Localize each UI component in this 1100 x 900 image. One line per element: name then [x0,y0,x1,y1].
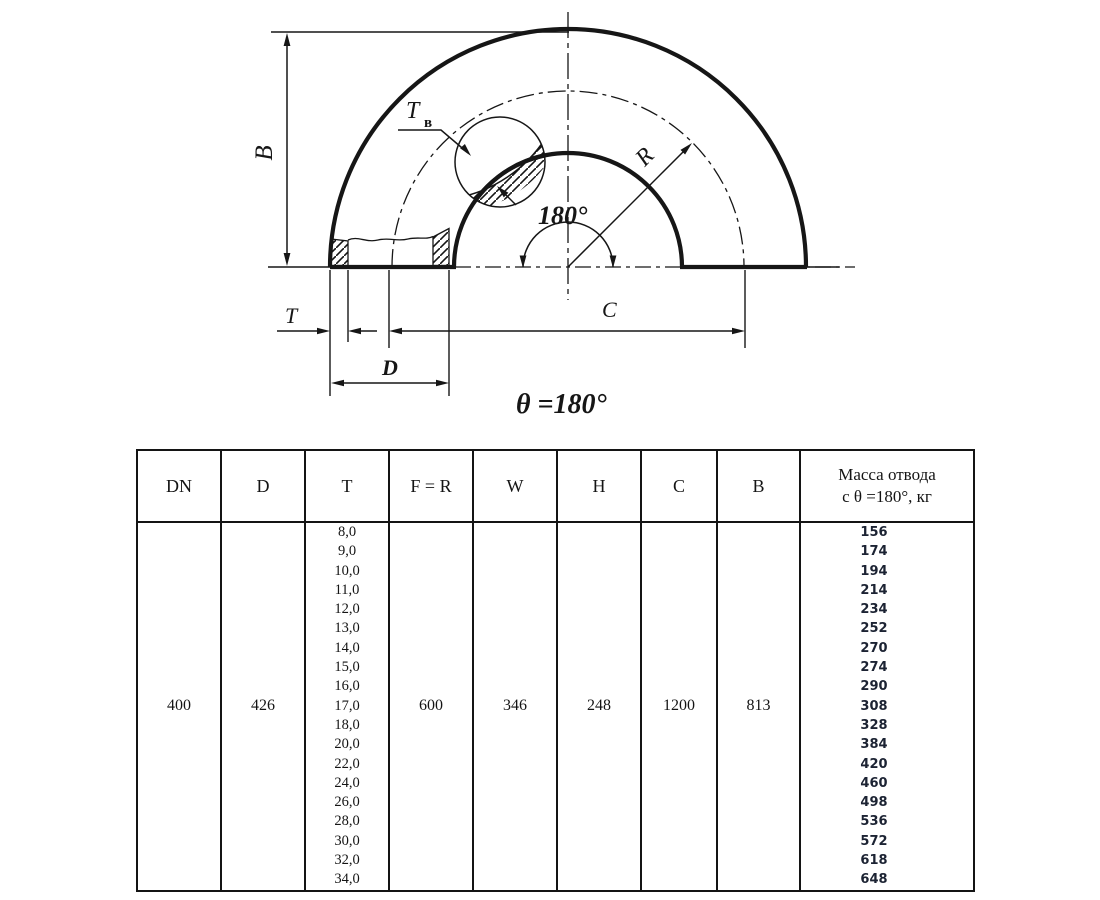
mass-value: 214 [860,582,888,598]
cell-h: 248 [557,522,641,891]
c-label: C [602,297,617,322]
t-value: 18,0 [334,716,360,733]
mass-value: 290 [860,679,888,695]
cell-w: 346 [473,522,557,891]
t-value: 8,0 [337,524,357,540]
t-value: 22,0 [334,755,360,772]
t-value: 15,0 [334,659,360,676]
cell-d: 426 [221,522,305,891]
header-c: C [641,450,717,522]
header-dn: DN [137,450,221,522]
d-label: D [382,355,398,380]
t-value: 16,0 [334,678,360,695]
t-wall-label: T [406,98,420,124]
mass-value: 308 [860,698,888,714]
header-row [137,450,974,522]
t-value: 14,0 [334,639,360,656]
mass-value: 194 [860,563,888,579]
mass-value: 420 [860,756,888,772]
mass-value: 328 [860,717,888,733]
theta-caption: θ =180° [516,389,607,420]
t-value: 32,0 [334,852,360,869]
mass-value: 384 [860,737,888,753]
header-mass-line1: Масса отвода [838,465,936,484]
t-dimension [277,303,377,334]
cell-c: 1200 [641,522,717,891]
inner-wall-hatch [433,229,449,266]
mass-value: 274 [860,660,888,676]
t-value: 24,0 [334,774,360,791]
mass-value: 270 [860,640,888,656]
t-value: 34,0 [334,871,360,888]
t-wall-sub-label: в [424,115,433,131]
t-value: 13,0 [334,620,360,637]
header-fr: F = R [389,450,473,522]
t-value: 17,0 [334,697,360,714]
t-label: T [285,303,298,328]
t-value: 9,0 [337,543,357,560]
header-mass-line2: с θ =180°, кг [842,487,932,506]
c-dimension [389,297,745,334]
header-b: B [717,450,800,522]
mass-value: 536 [860,814,888,830]
header-t: T [305,450,389,522]
angle-label: 180° [538,201,588,230]
header-w: W [473,450,557,522]
b-dimension [251,33,290,266]
wall-detail-balloon [450,117,682,267]
outer-wall-hatch [331,239,348,266]
r-label: R [630,142,660,172]
header-h: H [557,450,641,522]
t-value: 10,0 [334,562,360,579]
cell-fr: 600 [389,522,473,891]
elbow-drawing [0,0,1100,445]
cell-t-list [305,522,389,891]
t-value: 12,0 [334,601,360,618]
mass-value: 234 [860,602,888,618]
mass-value: 156 [860,525,888,540]
mass-value: 648 [860,872,888,888]
t-value: 30,0 [334,832,360,849]
data-row [137,522,974,891]
mass-values [801,523,973,890]
t-value: 26,0 [334,794,360,811]
mass-value: 460 [860,775,888,791]
break-wavy-line [348,237,433,241]
wall-section-hatch [450,133,552,211]
cell-b: 813 [717,522,800,891]
b-label: B [251,145,278,161]
mass-value: 174 [860,544,888,560]
t-value: 20,0 [334,736,360,753]
mass-value: 252 [860,621,888,637]
dimension-table [136,449,975,892]
cell-mass-list [800,522,974,891]
mass-value: 572 [860,833,888,849]
cell-dn: 400 [137,522,221,891]
left-end-section [331,229,449,266]
header-d: D [221,450,305,522]
leader-arrow [460,144,471,156]
mass-value: 498 [860,795,888,811]
mass-value: 618 [860,853,888,869]
t-values [306,523,388,890]
header-mass [800,450,974,522]
d-dimension [331,355,449,386]
t-value: 11,0 [334,581,360,598]
t-value: 28,0 [334,813,360,830]
t-wall-dimension [398,98,471,156]
